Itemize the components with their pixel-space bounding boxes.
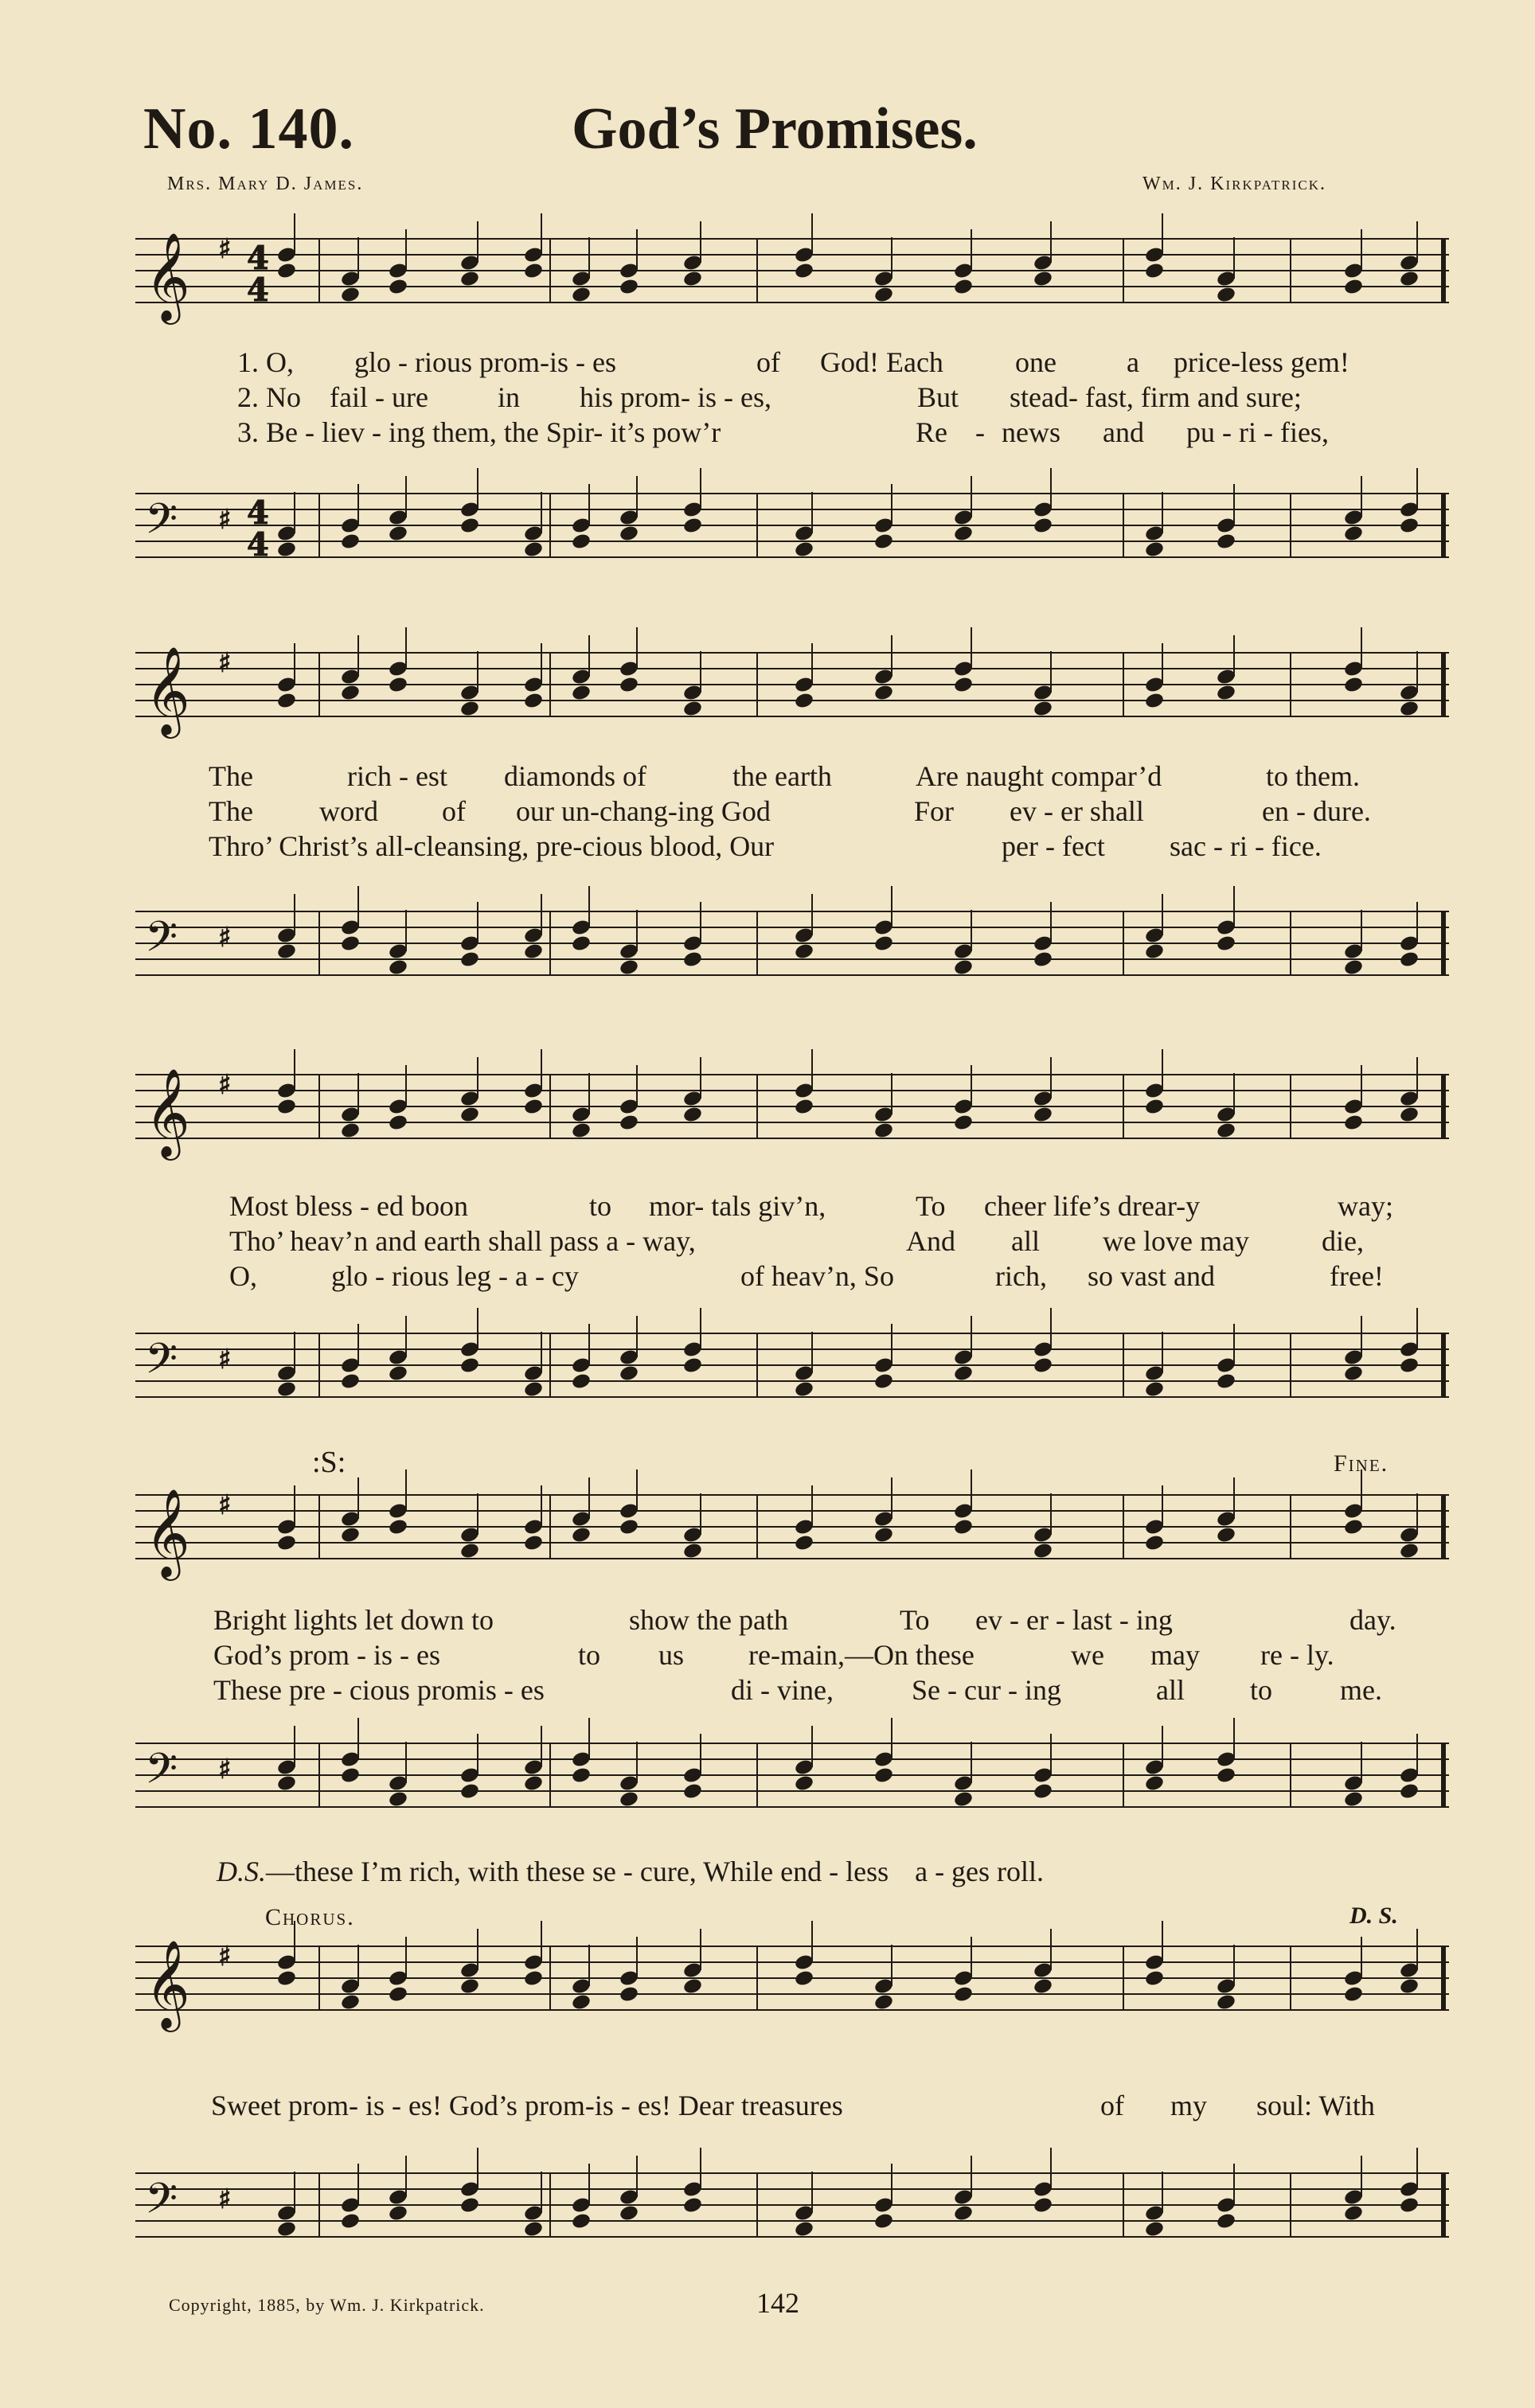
treble-clef-icon: 𝄞 <box>145 1939 190 2028</box>
verse-1-line-1: 1. O, glo - rious prom-is - es of God! Each one a price-less gem! <box>237 346 1349 378</box>
svg-text:♯: ♯ <box>218 504 232 536</box>
ds-label: D.S. <box>217 1856 266 1887</box>
verse-1-line-2: The rich - est diamonds of the earth Are naught compar’d to them. <box>209 760 1360 792</box>
bass-staff-chorus <box>135 2157 1449 2253</box>
verse-3-line-4: These pre - cious promis - es di - vine, Se - cur - ing all to me. <box>213 1674 1382 1706</box>
ds-text: —these I’m rich, with these se - cure, While end - less <box>266 1856 889 1887</box>
svg-text:♯: ♯ <box>218 647 232 679</box>
verse-2-line-2: The word of our un-chang-ing God For ev - er shall en - dure. <box>209 795 1371 827</box>
ds-lyric-line <box>217 1855 1044 1888</box>
bass-clef-icon: 𝄢 <box>145 1335 178 1394</box>
treble-clef-icon: 𝄞 <box>145 646 190 735</box>
svg-text:♯: ♯ <box>218 1069 232 1101</box>
copyright-notice: Copyright, 1885, by Wm. J. Kirkpatrick. <box>169 2295 485 2315</box>
verse-1-line-4: Bright lights let down to show the path To ev - er - last - ing day. <box>213 1604 1396 1636</box>
words-credit: Mrs. Mary D. James. <box>167 174 364 194</box>
bass-clef-icon: 𝄢 <box>145 495 178 554</box>
svg-text:♯: ♯ <box>218 1489 232 1521</box>
bass-clef-icon: 𝄢 <box>145 1745 178 1804</box>
verse-3-line-3: O, glo - rious leg - a - cy of heav’n, So rich, so vast and free! <box>229 1260 1384 1292</box>
bass-staff-system-3 <box>135 1317 1449 1413</box>
ds-tail: a - ges roll. <box>915 1856 1045 1887</box>
ds-mark: D. S. <box>1349 1903 1398 1929</box>
svg-text:♯: ♯ <box>218 922 232 954</box>
bass-clef-icon: 𝄢 <box>145 913 178 972</box>
chorus-lyric: Sweet prom- is - es! God’s prom-is - es! Dear treasures of my soul: With <box>211 2090 1375 2121</box>
treble-clef-icon: 𝄞 <box>145 1488 190 1577</box>
hymn-number: No. 140. <box>143 96 354 162</box>
svg-text:♯: ♯ <box>218 1344 232 1376</box>
music-credit: Wm. J. Kirkpatrick. <box>1142 174 1327 194</box>
treble-staff-system-2 <box>135 637 1449 748</box>
treble-staff-system-1 <box>135 223 1449 334</box>
verse-1-line-3: Most bless - ed boon to mor- tals giv’n, To cheer life’s drear-y way; <box>229 1190 1393 1222</box>
verse-3-line-2: Thro’ Christ’s all-cleansing, pre-cious blood, Our per - fect sac - ri - fice. <box>209 830 1322 862</box>
treble-clef-icon: 𝄞 <box>145 1067 190 1157</box>
bass-staff-system-4 <box>135 1727 1449 1823</box>
treble-clef-icon: 𝄞 <box>145 232 190 321</box>
bass-staff-system-2 <box>135 896 1449 991</box>
verse-2-line-4: God’s prom - is - es to us re-main,—On these we may re - ly. <box>213 1639 1334 1671</box>
verse-3-line-1: 3. Be - liev - ing them, the Spir- it’s pow’r Re - news and pu - ri - fies, <box>237 416 1329 448</box>
fine-mark: Fine. <box>1334 1450 1389 1477</box>
verse-2-line-1: 2. No fail - ure in his prom- is - es, But stead- fast, firm and sure; <box>237 381 1302 413</box>
svg-text:♯: ♯ <box>218 1754 232 1786</box>
bass-staff-system-1 <box>135 478 1449 573</box>
svg-text:4: 4 <box>247 240 269 277</box>
svg-text:4: 4 <box>247 494 269 532</box>
hymn-title: God’s Promises. <box>572 96 978 162</box>
page-number: 142 <box>756 2287 799 2319</box>
treble-staff-chorus <box>135 1930 1449 2042</box>
segno-mark: :S: <box>312 1446 346 1479</box>
svg-text:♯: ♯ <box>218 233 232 265</box>
treble-staff-system-3 <box>135 1059 1449 1170</box>
svg-text:4: 4 <box>247 526 269 564</box>
svg-text:♯: ♯ <box>218 1941 232 1973</box>
verse-2-line-3: Tho’ heav’n and earth shall pass a - way, And all we love may die, <box>229 1225 1364 1257</box>
bass-clef-icon: 𝄢 <box>145 2175 178 2234</box>
chorus-label: Chorus. <box>265 1904 355 1930</box>
svg-text:♯: ♯ <box>218 2184 232 2215</box>
treble-staff-system-4 <box>135 1479 1449 1590</box>
svg-text:4: 4 <box>247 271 269 309</box>
